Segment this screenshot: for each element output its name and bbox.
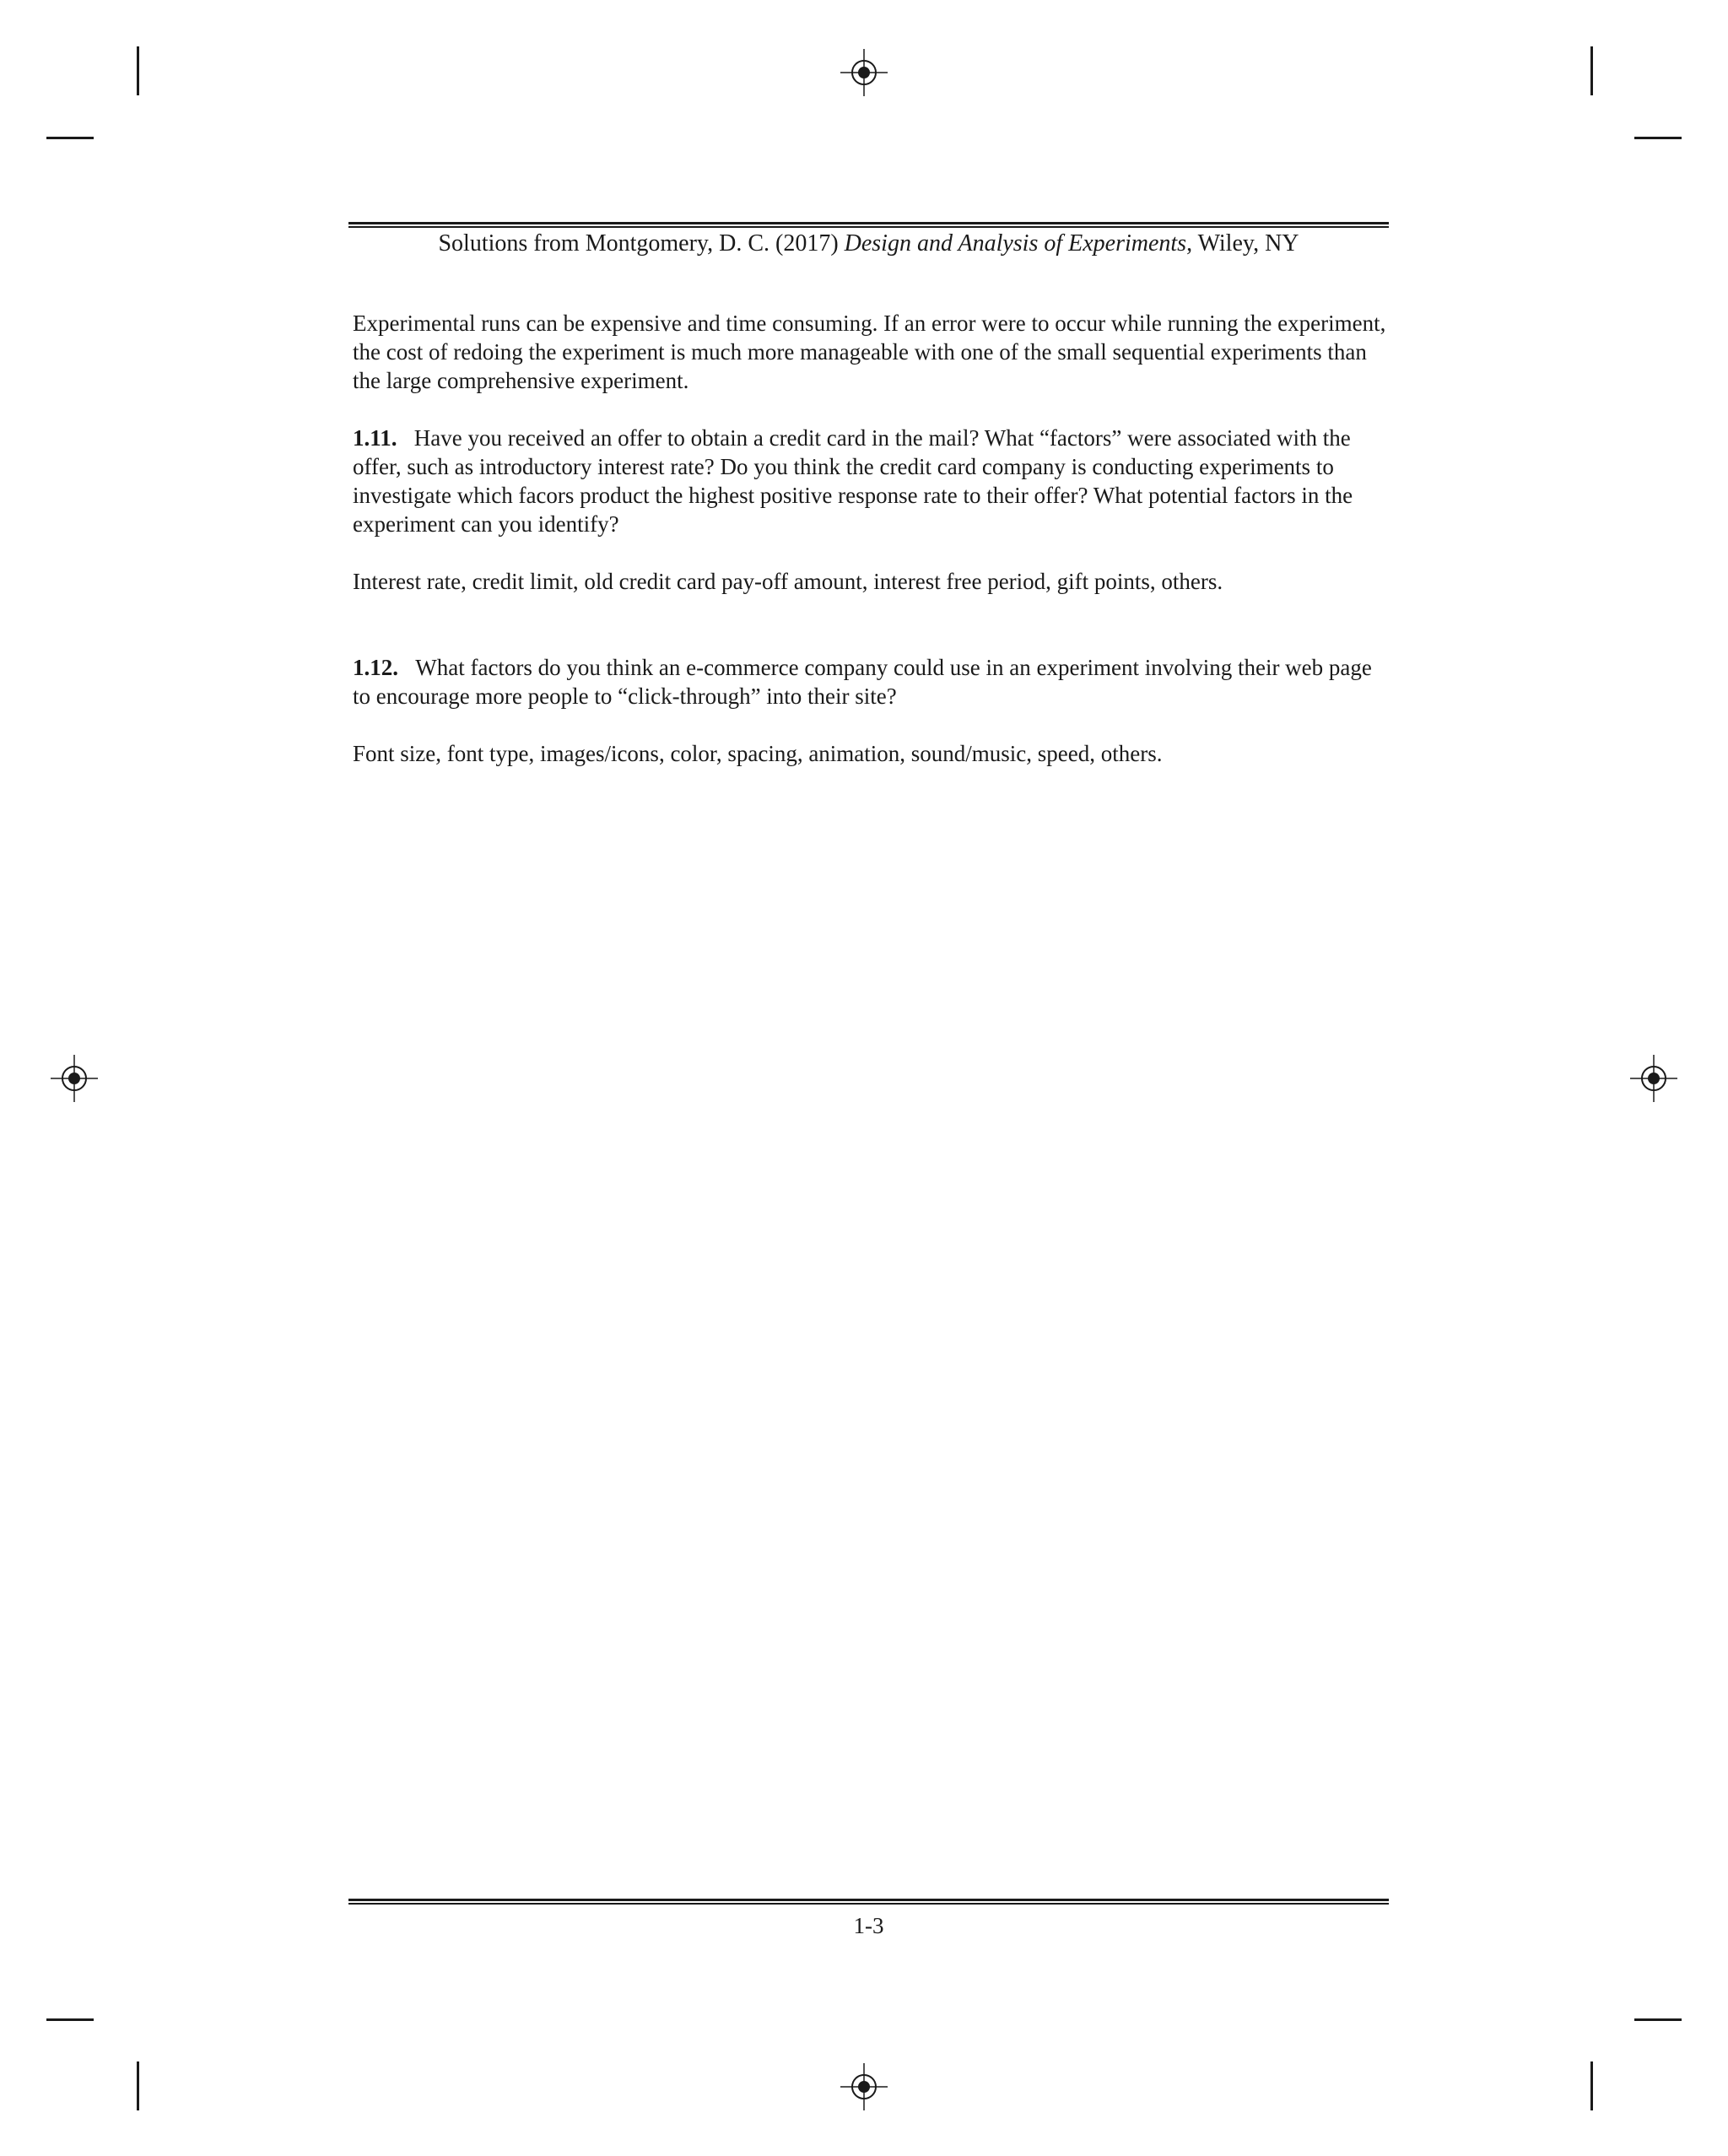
question-1-12 (353, 653, 1390, 711)
registration-mark-icon-left (51, 1055, 98, 1102)
question-text: What factors do you think an e-commerce company could use in an experiment involving their web page to encourage more people to “click-through” into their site? (353, 655, 1372, 709)
answer-1-12: Font size, font type, images/icons, color, spacing, animation, sound/music, speed, others. (353, 741, 1163, 766)
question-text: Have you received an offer to obtain a credit card in the mail? What “factors” were associated with the offer, such as introductory interest rate? Do you think the credit card company is conducting experiments to investigate which facors product the highest positive response rate to their offer? What potential factors in the experiment can you identify? (353, 425, 1353, 537)
intro-paragraph: Experimental runs can be expensive and time consuming. If an error were to occur while running the experiment, the cost of redoing the experiment is much more manageable with one of the small sequential experiments than the large comprehensive experiment. (353, 311, 1386, 393)
footer-rule (348, 1899, 1389, 1905)
page-body (353, 309, 1390, 768)
running-head-suffix: , Wiley, NY (1186, 230, 1299, 257)
answer-1-11: Interest rate, credit limit, old credit card pay-off amount, interest free period, gift points, others. (353, 569, 1223, 594)
crop-mark-bottom-left-horizontal (46, 2018, 94, 2021)
question-number: 1.11. (353, 425, 397, 451)
crop-mark-bottom-left-vertical (137, 2061, 139, 2110)
crop-mark-top-left-horizontal (46, 137, 94, 139)
crop-mark-bottom-right-horizontal (1634, 2018, 1682, 2021)
crop-mark-bottom-right-vertical (1590, 2061, 1593, 2110)
page-number: 1-3 (853, 1913, 884, 1938)
registration-mark-icon-bottom (840, 2063, 888, 2110)
question-1-11 (353, 424, 1390, 538)
header-rule (348, 222, 1389, 228)
crop-mark-top-right-horizontal (1634, 137, 1682, 139)
running-head (348, 229, 1389, 259)
running-head-prefix: Solutions from Montgomery, D. C. (2017) (438, 230, 845, 257)
question-number: 1.12. (353, 655, 398, 680)
running-head-book-title: Design and Analysis of Experiments (844, 230, 1187, 257)
registration-mark-icon-top (840, 49, 888, 96)
crop-mark-top-right-vertical (1590, 46, 1593, 95)
crop-mark-top-left-vertical (137, 46, 139, 95)
registration-mark-icon-right (1630, 1055, 1677, 1102)
